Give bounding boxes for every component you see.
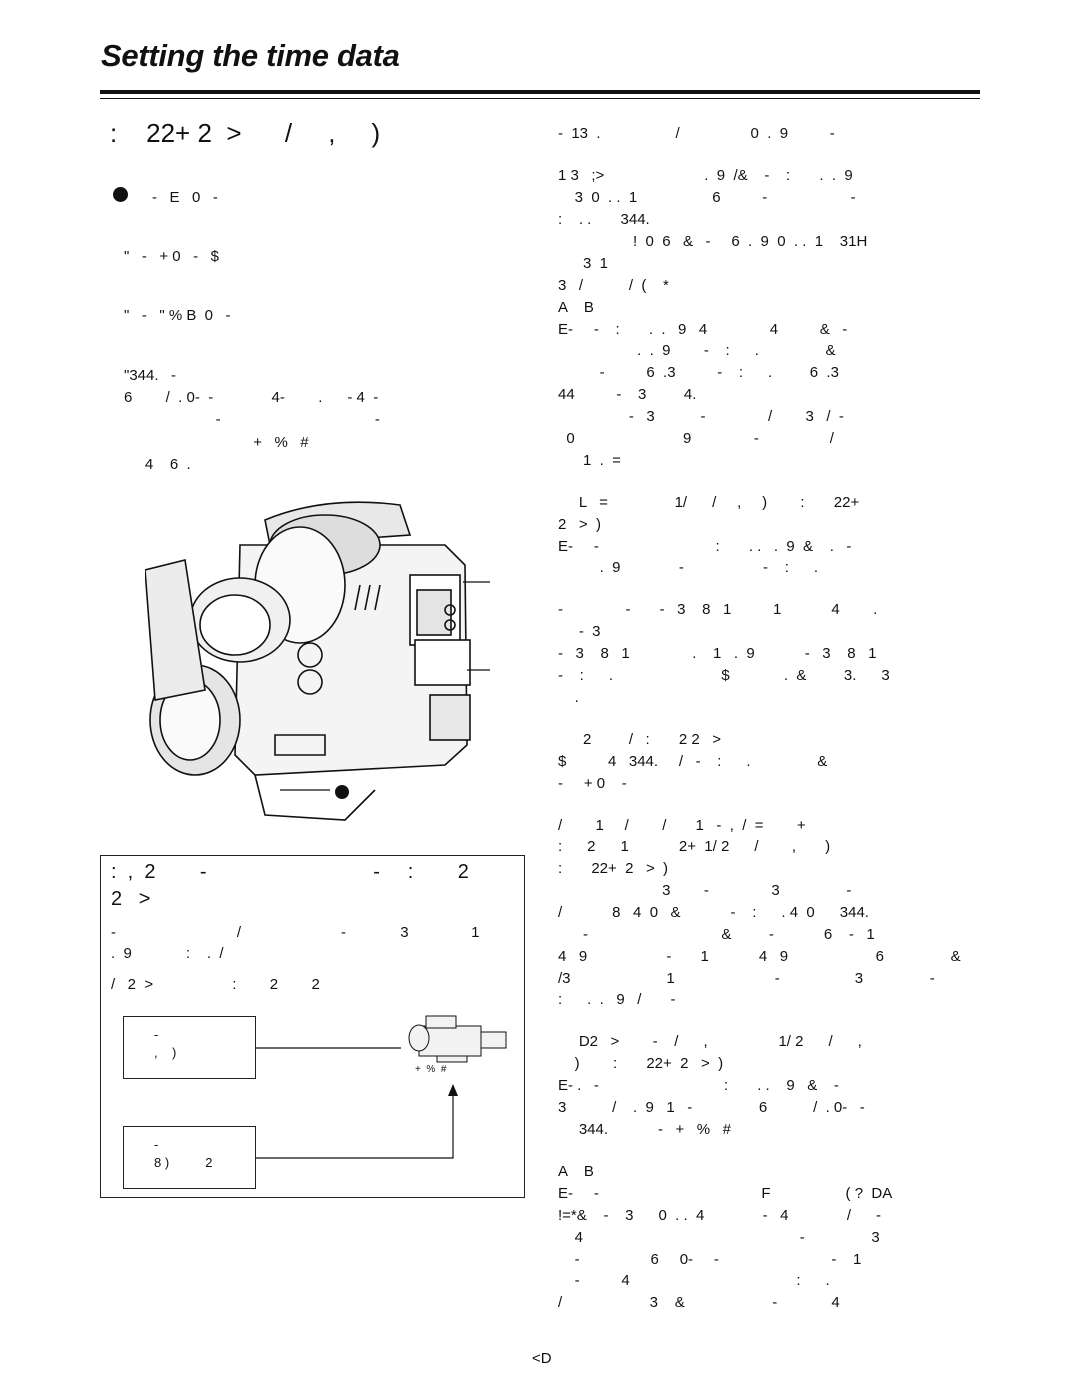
right-text-line: : 22+ 2 > ) <box>558 860 669 877</box>
info-box <box>100 855 525 1198</box>
right-text-line: ! 0 6 & - 6 . 9 0 . . 1 31H <box>558 233 868 250</box>
right-text-line: - 3 - / 3 / - <box>558 408 844 425</box>
info-box-text: / 2 > : 2 2 <box>111 976 320 993</box>
right-text-line: 0 9 - / <box>558 430 834 447</box>
right-text-line: . . 9 - : . & <box>558 342 836 359</box>
left-text-line: - E 0 - <box>152 189 218 206</box>
connection-diagram <box>101 856 526 1199</box>
right-text-line: / 1 / / 1 - , / = + <box>558 817 806 834</box>
title-rule-thin <box>100 98 980 99</box>
right-text-line: 3 0 . . 1 6 - - <box>558 189 856 206</box>
right-text-line: - 6 0- - - 1 <box>558 1251 862 1268</box>
right-text-line: . <box>558 689 579 706</box>
left-text-line: "344. - <box>124 367 177 384</box>
right-text-line: / 3 & - 4 <box>558 1294 840 1311</box>
left-text-line: 6 / . 0- - 4- . - 4 - <box>124 389 379 406</box>
left-text-line: 4 6 . <box>124 456 191 473</box>
right-text-line: - 6 .3 - : . 6 .3 <box>558 364 839 381</box>
right-text-line: 1 . = <box>558 452 621 469</box>
device-box-2-label: - <box>154 1137 159 1152</box>
right-text-line: E- - F ( ? DA <box>558 1185 893 1202</box>
right-text-line: : . . 344. <box>558 211 650 228</box>
left-text-line: + % # <box>124 434 309 451</box>
right-text-line: 3 1 <box>558 255 609 272</box>
right-text-line: /3 1 - 3 - <box>558 970 935 987</box>
right-text-line: 3 - 3 - <box>558 882 852 899</box>
device-box-2-label-2: 8 ) 2 <box>154 1155 213 1170</box>
right-text-line: 3 / . 9 1 - 6 / . 0- - <box>558 1099 865 1116</box>
right-text-line: - 3 <box>558 623 601 640</box>
right-text-line: 4 - 3 <box>558 1229 880 1246</box>
right-text-line: 344. - + % # <box>558 1121 731 1138</box>
right-text-line: - + 0 - <box>558 775 627 792</box>
section-heading: : 22+ 2 > / , ) <box>110 118 381 148</box>
right-text-line: ) : 22+ 2 > ) <box>558 1055 724 1072</box>
right-text-line: 4 9 - 1 4 9 6 & <box>558 948 961 965</box>
right-text-line: - 4 : . <box>558 1272 830 1289</box>
right-text-line: E- . - : . . 9 & - <box>558 1077 839 1094</box>
page-number: <D <box>532 1350 552 1367</box>
right-text-line: - : . $ . & 3. 3 <box>558 667 890 684</box>
right-text-line: 2 > ) <box>558 516 601 533</box>
right-text-line: 44 - 3 4. <box>558 386 697 403</box>
right-text-line: 1 3 ;> . 9 /& - : . . 9 <box>558 167 853 184</box>
right-text-line: 2 / : 2 2 > <box>558 731 721 748</box>
right-text-line: . 9 - - : . <box>558 559 819 576</box>
bullet-marker <box>113 187 128 202</box>
right-text-line: 3 / / ( * <box>558 277 669 294</box>
right-text-line: A B <box>558 299 594 316</box>
right-text-line: $ 4 344. / - : . & <box>558 753 828 770</box>
device-box-1-label: - <box>154 1027 159 1042</box>
right-text-line: - 3 8 1 . 1 . 9 - 3 8 1 <box>558 645 877 662</box>
right-text-line: - - - 3 8 1 1 4 . <box>558 601 878 618</box>
camera-label: + % # <box>415 1064 447 1075</box>
right-text-line: A B <box>558 1163 594 1180</box>
right-text-line: - & - 6 - 1 <box>558 926 875 943</box>
right-text-line: - 13 . / 0 . 9 - <box>558 125 835 142</box>
device-box-1-label-2: , ) <box>154 1045 177 1060</box>
page-title: Setting the time data <box>101 38 400 73</box>
left-text-line: - - <box>124 411 380 428</box>
right-text-line: L = 1/ / , ) : 22+ <box>558 494 860 511</box>
info-box-title-2: 2 > <box>111 888 151 910</box>
right-text-line: E- - : . . . 9 & . - <box>558 538 852 555</box>
right-text-line: / 8 4 0 & - : . 4 0 344. <box>558 904 869 921</box>
info-box-title: : , 2 - - : 2 <box>111 861 469 883</box>
right-text-line: E- - : . . 9 4 4 & - <box>558 321 848 338</box>
right-text-line: D2 > - / , 1/ 2 / , <box>558 1033 862 1050</box>
title-rule-thick <box>100 90 980 94</box>
camera-illustration <box>145 490 495 835</box>
info-box-text: . 9 : . / <box>111 945 224 962</box>
info-box-text: - / - 3 1 <box>111 924 480 941</box>
right-text-line: : . . 9 / - <box>558 991 676 1008</box>
left-text-line: " - + 0 - $ <box>124 248 219 265</box>
left-text-line: " - " % B 0 - <box>124 307 231 324</box>
right-text-line: : 2 1 2+ 1/ 2 / , ) <box>558 838 831 855</box>
right-text-line: !=*& - 3 0 . . 4 - 4 / - <box>558 1207 882 1224</box>
